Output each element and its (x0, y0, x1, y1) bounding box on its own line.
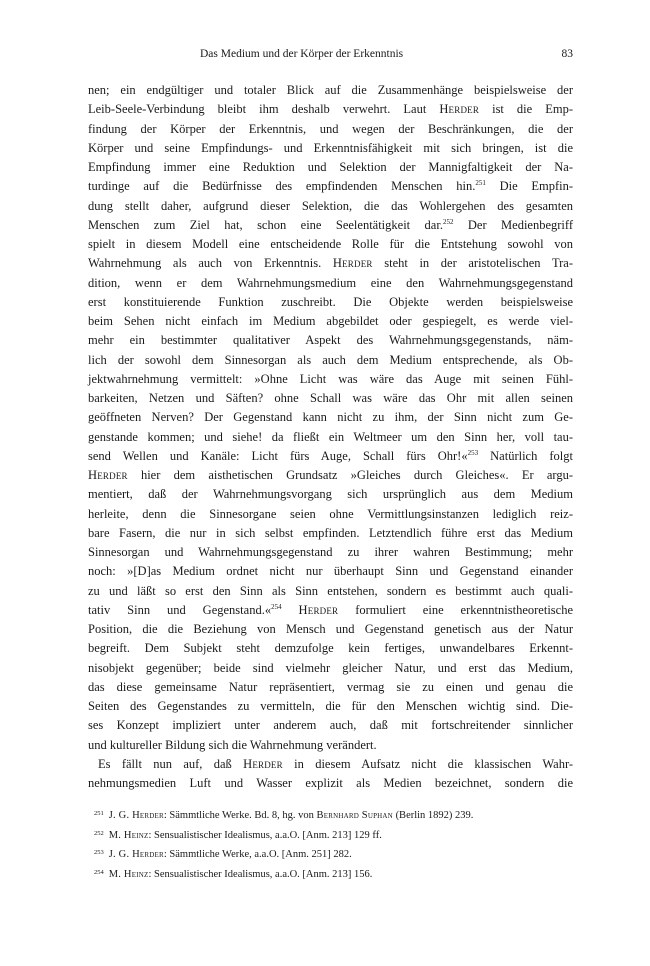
text-line: noch: »[D]as Medium ordnet nicht nur überhaupt Sinn und Gegenstand einander (88, 564, 573, 579)
footnote-author: J. G. Herder (108, 810, 164, 821)
text-line: Körper und seine Empfindungs- und Erkenntnisfähigkeit mit sich bringen, ist die (88, 140, 573, 155)
text-line (88, 100, 573, 119)
running-title: Das Medium und der Körper der Erkenntnis (200, 48, 404, 60)
text-line (88, 755, 573, 774)
page-number: 83 (561, 48, 573, 60)
footnote (88, 844, 573, 864)
text-segment: hier dem aisthetischen Grundsatz »Gleiches durch Gleiches«. Er argu- (140, 468, 574, 482)
footnote (88, 805, 573, 825)
text-line: findung der Körper der Erkenntnis, und wegen der Beschränkungen, die der (88, 121, 573, 136)
text-segment: Leib-Seele-Verbindung bleibt ihm deshalb verwehrt. Laut (88, 102, 427, 117)
text-line: genstande kommen; und siehe! da fließt ein Weltmeer um den Sinn her, voll tau- (88, 429, 573, 444)
text-line: beim Sehen nicht einfach im Medium abgebildet oder gespiegelt, es werde viel- (88, 314, 573, 328)
footnote-text: : Sämmtliche Werke, a.a.O. [Anm. 251] 282. (163, 849, 352, 860)
text-segment: turdinge auf die Bedürfnisse des empfindenden Menschen hin. (88, 179, 476, 194)
text-line (88, 254, 573, 273)
author-name: Herder (88, 468, 128, 482)
footnote-author: J. G. Herder (108, 849, 164, 860)
text-line: ses Konzept impliziert unter anderem auch, daß mit fortschreitender sinnlicher (88, 718, 573, 733)
footnote-text: : Sensualistischer Idealismus, a.a.O. [Anm. 213] 156. (148, 868, 373, 880)
footnote-author: M. Heinz (108, 868, 149, 880)
text-line: nehmungsmedien Luft und Wasser explizit als Medien bezeichnet, sondern die (88, 776, 573, 790)
text-line: jektwahrnehmung vermittelt: »Ohne Licht was wäre das Auge mit seinen Fühl- (88, 371, 573, 386)
footnote-number: 253 (94, 849, 104, 856)
paragraph-1 (88, 81, 573, 755)
text-line: zu und läßt so erst den Sinn als Sinn entstehen, sondern es bestimmt auch quali- (88, 583, 573, 598)
text-line (88, 177, 573, 196)
footnote-text: (Berlin 1892) 239. (392, 810, 474, 821)
text-line (88, 601, 573, 620)
author-name: Herder (332, 256, 373, 271)
text-segment: Menschen zum Ziel hat, schon eine Seelentätigkeit dar. (88, 217, 443, 232)
text-line: dung stellt daher, aufgrund dieser Selektion, die das Wohlergehen des gesamten (88, 198, 573, 213)
text-line: barkeiten, Netzen und Säften? ohne Schall was wäre das Ohr mit allen seinen (88, 391, 573, 405)
text-line: lich der sowohl dem Sinnesorgan als auch dem Medium entsprechende, als Ob- (88, 352, 573, 367)
text-line (88, 466, 573, 485)
text-line: das diese gemeinsame Natur repräsentiert, vermag sie zu einen und genau die (88, 679, 573, 694)
text-segment: formuliert eine erkenntnistheoretische (355, 602, 574, 617)
text-line: geöffneten Nerven? Der Gegenstand kann nicht zu ihm, der Sinn nicht zum Ge- (88, 410, 573, 425)
text-line: bare Fasern, die nur in sich selbst empfinden. Letztendlich führe erst das Medium (88, 525, 573, 540)
footnote-ref[interactable]: 253 (467, 448, 479, 457)
text-segment: steht in der aristotelischen Tra- (384, 256, 574, 271)
text-line: nen; ein endgültiger und totaler Blick auf die Zusammenhänge beispielsweise der (88, 83, 573, 97)
text-line: Sinnesorgan und Wahrnehmungsgegenstand zu ihrer wahren Bestimmung; mehr (88, 545, 573, 559)
text-line (88, 216, 573, 235)
text-segment: Wahrnehmung als auch von Erkenntnis. (88, 256, 322, 271)
text-segment: ist die Emp- (492, 102, 573, 117)
footnotes (88, 805, 573, 883)
text-line: Empfindung immer eine Reduktion und Selektion der Mannigfaltigkeit der Na- (88, 160, 573, 174)
text-segment: Es fällt nun auf, daß (98, 756, 232, 771)
text-line: nisobjekt gegenüber; beide sind vielmehr gleicher Natur, und erst das Medium, (88, 660, 573, 675)
footnote-editor: Bernhard Suphan (316, 810, 393, 821)
footnote-ref[interactable]: 251 (475, 179, 486, 188)
text-line: und kultureller Bildung sich die Wahrnehmung verändert. (88, 737, 377, 752)
author-name: Herder (243, 756, 283, 771)
footnote (88, 825, 573, 845)
text-line: erst konstituierende Funktion zuschreibt. Die Objekte werden beispielsweise (88, 294, 573, 309)
author-name: Herder (439, 102, 480, 117)
text-line: dition, wenn er dem Wahrnehmungsmedium eine den Wahrnehmungsgegenstand (88, 275, 573, 290)
footnote-number: 254 (94, 868, 104, 876)
footnote-author: M. Heinz (108, 829, 149, 841)
footnote (88, 864, 573, 884)
footnote-number: 251 (94, 810, 104, 817)
text-line: spielt in diesem Modell eine entscheidende Rolle für die Entstehung sowohl von (88, 237, 573, 251)
footnote-ref[interactable]: 254 (271, 602, 282, 611)
text-segment: Natürlich folgt (490, 448, 573, 463)
text-segment: Die Empfin- (499, 179, 573, 194)
footnote-number: 252 (94, 829, 104, 837)
text-line: begreift. Dem Subjekt steht demzufolge kein fertiges, unwandelbares Erkennt- (88, 641, 573, 656)
text-line: mentiert, daß der Wahrnehmungsvorgang sich ursprünglich aus dem Medium (88, 487, 573, 502)
footnote-ref[interactable]: 252 (442, 217, 454, 226)
text-segment: in diesem Aufsatz nicht die klassischen Wahr- (294, 756, 574, 771)
footnote-text: : Sensualistischer Idealismus, a.a.O. [Anm. 213] 129 ff. (148, 829, 382, 841)
text-line (88, 447, 573, 466)
paragraph-2 (88, 755, 573, 794)
text-line: Position, die die Beziehung von Mensch und Gegenstand genetisch aus der Natur (88, 622, 573, 636)
text-segment: Der Medienbegriff (467, 217, 574, 232)
footnote-text: : Sämmtliche Werke. Bd. 8, hg. von (163, 810, 317, 821)
author-name: Herder (298, 602, 339, 617)
body-text (88, 81, 573, 793)
text-line: mehr ein bestimmter qualitativer Aspekt des Wahrnehmungsgegenstands, näm- (88, 333, 573, 348)
text-segment: send Wellen und Kanäle: Licht fürs Auge, Schall fürs Ohr!« (88, 448, 468, 463)
text-segment: tativ Sinn und Gegenstand.« (88, 602, 272, 617)
text-line: Seiten des Gegenstandes zu vermitteln, die für den Menschen wichtig sind. Die- (88, 699, 573, 713)
text-line: herleite, denn die Sinnesorgane seien ohne Vermittlungsinstanzen lediglich reiz- (88, 506, 573, 521)
